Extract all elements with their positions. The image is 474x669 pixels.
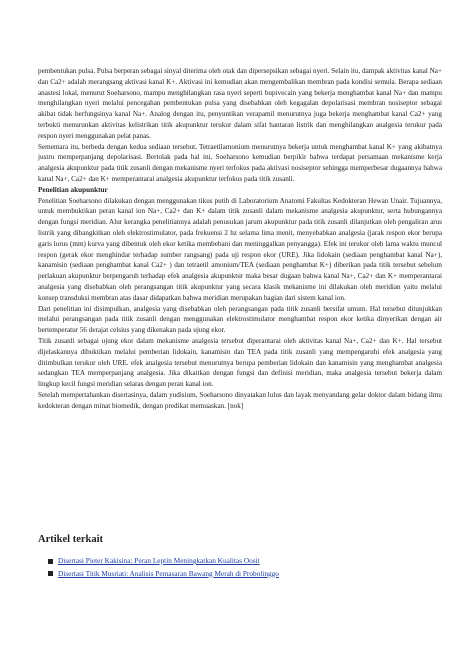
paragraph-1: pembentukan pulsa. Pulsa berperan sebagai sinyal diterima oleh otak dan dipersepsikan sebagai nyeri. Selain itu, dampak aktivitas kanal Na+ dan Ca2+ adalah merangsang aktivasi kanal K+. Aktivasi ini kemudian akan mengembalikan membran pada kondisi semula. Berapa sediaan anastesi lokal, menurut Soeharsono, mampu menghilangkan rasa nyeri seperti bupivecain yang bekerja menghambat kanal Na+ dan mampu menghilangkan nyeri melalui pencegahan pembentukan pulsa yang disebabkan oleh kegagalan depolarisasi membran nosiseptor sebagai akibat tidak berfungsinya kanal Na+. Analog dengan itu, penyuntikan verapamil menurutnya juga bekerja menghambat kanal Ca2+ yang terbukti menurunkan aktivitas kelistrikan titik akupunktur terukur dalam sifat hantaran listrik dan menghilangkan analgesia terukur pada respon nyeri menggunakan pelat panas. <box>38 67 442 140</box>
bullet-icon <box>48 559 53 564</box>
related-articles-title: Artikel terkait <box>38 534 104 545</box>
related-link-2[interactable]: Disertasi Titik Musriati: Analisis Pemasaran Bawang Merah di Probolinggo <box>58 568 279 578</box>
related-link-1[interactable]: Disertasi Pieter Kakisina: Peran Leptin Meningkatkan Kualitas Oosit <box>58 556 260 565</box>
list-item <box>48 555 442 568</box>
paragraph-5: Titik zusanli sebagai ujung ekor dalam mekanisme analgesia tersebut diperantarai oleh aktivitas kanal Na+, Ca2+ dan K+. Hal tersebut dijelaskannya dibuktikan melalui pemberian lidokain, kanamisin dan TEA pada titik zusanli yang mempengaruhi efek analgesia yang ditimbulkan terukur oleh URE. efek analgesia tersebut menurutnya berupa pemberian lidokain dan kanamisin yang menghambat analgesia sedangkan TEA memperpanjang analgesia. Jika dikaitkan dengan fungsi dan definisi meridian, maka analgesia tersebut bekerja dalam lingkup kecil fungsi meridian selaras dengan peran kanal ion. <box>38 336 442 389</box>
bullet-icon <box>48 571 53 576</box>
paragraph-3: Penelitian Soeharsono dilakukan dengan menggunakan tikus putih di Laboratorium Anatomi Fakultas Kedokteran Hewan Unair. Tujuannya, untuk membuktikan peran kanal ion Na+, Ca2+ dan K+ dalam titik zusanli dalam mekanisme analgesia akupunktur, serta hubungannya dengan fungsi meridian. Alur kerangka penelitiannya adalah penusukan jarum akupunktur pada titik zusanli dilanjutkan oleh pengaliran arus listrik yang dibangkitkan oleh elektrostimulator, pada frekuensi 2 hz selama lima menit, menyebabkan analgesia (jarak respon ekor berupa garis lurus (mm) kurva yang dibentuk oleh ekor ketika membebani dan meninggalkan penyangga). Efek ini terukur oleh lama waktu muncul respon (gerak ekor menghindar terhadap sumber rangsang) pada uji respon ekor (URE). Jika lidokain (sediaan penghambat kanal Na+), kanamisin (sediaan penghambat kanal Ca2+ ) dan tetraetil amonium/TEA (sediaan penghambat K+) diberikan pada titik tersebut sebelum perlakuan akupunktur berpengaruh terhadap efek analgesia akupunktur maka besar dugaan bahwa kanal Na+, Ca2+ dan K+ memperantarai analgesia yang disebabkan oleh perangsangan titik akupunktur yang secara klasik mekanisme ini dilakukan oleh meridian yaitu melalui konsep transduksi membran atas dasar didapatkan bahwa meridian merupakan bagian dari sistem kanal ion. <box>38 196 442 302</box>
article-body <box>38 66 442 412</box>
paragraph-2: Sementara itu, berbeda dengan kedua sediaan tersebut, Tetraetilamonium menurutnya bekerja untuk menghambat kanal K+ yang akibatnya justru memperpanjang depolarisasi. Bertolak pada hal ini, Soeharsono kemudian berpikir bahwa terdapat persamaan mekanisme kerja analgesia akupunktur pada titik zusanli dengan mekanisme nyeri terfokus pada aktivasi nosiseptor sehingga memperbesar dugaannya bahwa kanal Na+, Ca2+ dan K+ memperantarai analgesia akupunktur terfokus pada titik zusanli. <box>38 142 442 183</box>
related-articles-list <box>48 555 442 580</box>
related-articles <box>38 534 442 580</box>
paragraph-6: Setelah mempertahankan disertasinya, dalam yudisium, Soeharsono dinyatakan lulus dan layak menyandang gelar doktor dalam bidang ilmu kedokteran dengan minat biomedik, dengan predikat memuaskan. [nok] <box>38 390 442 410</box>
section-heading: Penelitian akupunktur <box>38 185 108 194</box>
paragraph-4: Dari penelitian ini disimpulkan, analgesia yang disebabkan oleh perangsangan pada titik zusanli bersifat umum. Hal tersebut ditunjukkan melalui perangsangan pada titik zusanli dengan menggunakan elektrostimulator menghambat respon ekor ketika dinyerikan dengan air bertemperatur 56 derajat celsius yang dikenakan pada ujung ekor. <box>38 304 442 335</box>
list-item <box>48 568 442 581</box>
